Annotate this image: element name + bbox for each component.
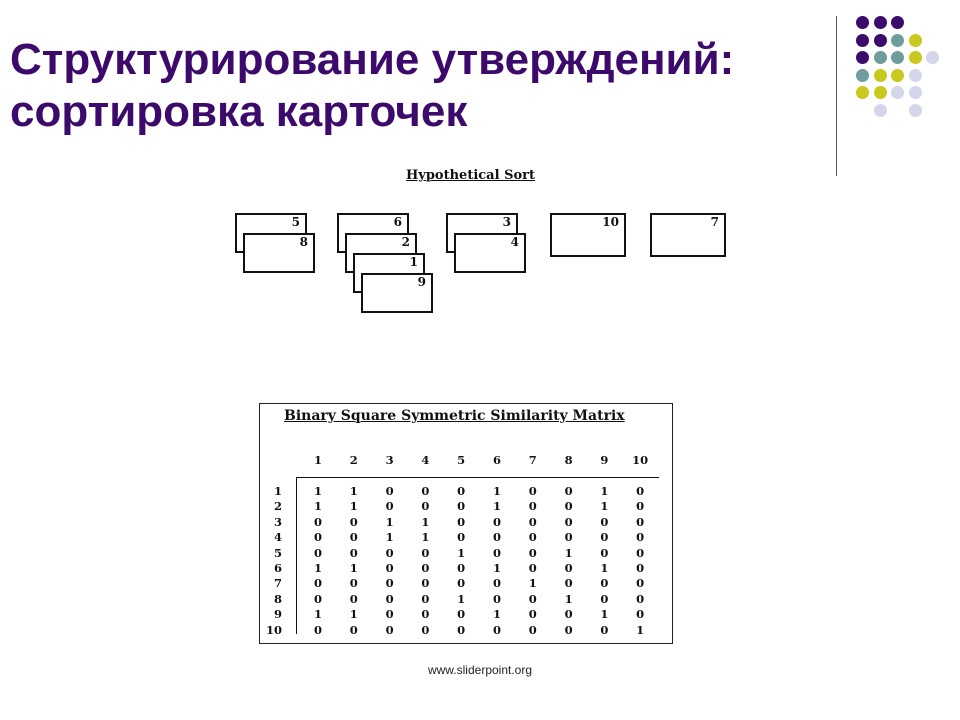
matrix-title: Binary Square Symmetric Similarity Matrix	[284, 408, 625, 424]
card-number: 4	[510, 235, 519, 249]
matrix-cell: 0	[421, 499, 430, 514]
matrix-cell: 1	[564, 591, 573, 606]
matrix-cell: 0	[385, 591, 394, 606]
matrix-cell: 0	[636, 591, 645, 606]
decor-dot	[874, 69, 887, 82]
matrix-cell: 0	[564, 576, 573, 591]
matrix-cell: 1	[492, 607, 501, 622]
matrix-cell: 0	[600, 576, 609, 591]
matrix-cell: 0	[421, 607, 430, 622]
matrix-cell: 1	[457, 545, 466, 560]
matrix-column-header: 9	[600, 453, 609, 467]
matrix-cell: 0	[421, 576, 430, 591]
matrix-column-header: 8	[564, 453, 573, 467]
matrix-cell: 0	[492, 530, 501, 545]
decor-dot	[856, 51, 869, 64]
matrix-cell: 0	[636, 607, 645, 622]
matrix-cell: 1	[349, 607, 358, 622]
matrix-row-header: 7	[273, 576, 282, 591]
matrix-cell: 0	[528, 607, 537, 622]
matrix-cell: 0	[600, 530, 609, 545]
card-number: 3	[502, 215, 511, 229]
matrix-cell: 0	[385, 561, 394, 575]
matrix-cell: 0	[313, 545, 322, 560]
matrix-cell: 0	[492, 576, 501, 591]
sort-heading: Hypothetical Sort	[406, 168, 535, 183]
matrix-cell: 0	[421, 561, 430, 575]
matrix-cell: 1	[492, 561, 501, 575]
matrix-cell: 0	[564, 484, 573, 498]
matrix-cell: 0	[636, 514, 645, 529]
matrix-cell: 0	[492, 591, 501, 606]
decor-dot	[909, 69, 922, 82]
matrix-column-header: 5	[457, 453, 466, 467]
decor-dot	[874, 34, 887, 47]
matrix-cell: 0	[636, 484, 645, 498]
matrix-cell: 0	[313, 530, 322, 545]
matrix-cell: 0	[457, 576, 466, 591]
matrix-cell: 0	[528, 530, 537, 545]
matrix-cell: 0	[600, 622, 609, 637]
matrix-cell: 1	[313, 561, 322, 575]
matrix-cell: 0	[528, 591, 537, 606]
decor-dot	[874, 51, 887, 64]
matrix-cell: 0	[457, 561, 466, 575]
matrix-cell: 1	[600, 561, 609, 575]
matrix-row-header: 5	[273, 545, 282, 560]
matrix-cell: 0	[313, 576, 322, 591]
decor-dot	[891, 86, 904, 99]
matrix-column-header: 2	[349, 453, 358, 467]
decor-dot	[874, 104, 887, 117]
matrix-cell: 0	[636, 561, 645, 575]
matrix-column-header: 10	[632, 453, 649, 467]
matrix-column-header: 3	[385, 453, 394, 467]
decor-dot	[891, 16, 904, 29]
matrix-cell: 1	[421, 530, 430, 545]
matrix-cell: 0	[492, 514, 501, 529]
matrix-cell: 0	[564, 514, 573, 529]
matrix-cell: 1	[492, 484, 501, 498]
matrix-cell: 0	[492, 545, 501, 560]
matrix-cell: 0	[600, 545, 609, 560]
matrix-cell: 0	[421, 591, 430, 606]
decor-dot	[909, 86, 922, 99]
card-number: 10	[602, 215, 619, 229]
card-number: 7	[710, 215, 719, 229]
card-number: 5	[291, 215, 300, 229]
matrix-cell: 0	[528, 622, 537, 637]
card-number: 1	[409, 255, 418, 269]
matrix-cell: 0	[636, 545, 645, 560]
matrix-cell: 1	[492, 499, 501, 514]
matrix-cell: 1	[457, 591, 466, 606]
matrix-cell: 0	[457, 530, 466, 545]
matrix-cell: 0	[457, 484, 466, 498]
matrix-row-header: 6	[273, 561, 282, 575]
matrix-cell: 0	[564, 561, 573, 575]
matrix-cell: 0	[313, 622, 322, 637]
matrix-cell: 0	[385, 607, 394, 622]
matrix-cell: 0	[528, 561, 537, 575]
matrix-axis-vertical	[296, 477, 297, 634]
matrix-cell: 1	[636, 622, 645, 637]
matrix-row-header: 8	[273, 591, 282, 606]
sort-card	[650, 213, 726, 257]
decor-dot	[856, 69, 869, 82]
matrix-cell: 0	[349, 514, 358, 529]
decor-dot	[909, 51, 922, 64]
matrix-row-header: 10	[265, 622, 282, 637]
sort-card	[550, 213, 626, 257]
matrix-cell: 1	[385, 514, 394, 529]
matrix-cell: 0	[349, 530, 358, 545]
matrix-cell: 1	[528, 576, 537, 591]
matrix-cell: 1	[313, 607, 322, 622]
matrix-cell: 1	[600, 499, 609, 514]
matrix-cell: 0	[457, 607, 466, 622]
decor-dot	[874, 16, 887, 29]
matrix-cell: 0	[636, 499, 645, 514]
matrix-cell: 0	[636, 576, 645, 591]
matrix-cell: 1	[313, 484, 322, 498]
slide-title-line-1: Структурирование утверждений:	[10, 35, 735, 84]
matrix-column-header: 4	[421, 453, 430, 467]
card-number: 6	[393, 215, 402, 229]
matrix-cell: 0	[600, 514, 609, 529]
matrix-cell: 1	[600, 484, 609, 498]
matrix-cell: 0	[421, 545, 430, 560]
matrix-cell: 0	[564, 607, 573, 622]
matrix-row-header: 9	[273, 607, 282, 622]
matrix-cell: 0	[313, 514, 322, 529]
slide-title-line-2: сортировка карточек	[10, 87, 468, 136]
decor-dot	[856, 16, 869, 29]
matrix-cell: 1	[564, 545, 573, 560]
matrix-column-header: 1	[313, 453, 322, 467]
decor-dot	[909, 34, 922, 47]
matrix-cell: 0	[385, 545, 394, 560]
matrix-cell: 0	[385, 499, 394, 514]
sort-card	[243, 233, 315, 273]
matrix-cell: 0	[564, 499, 573, 514]
matrix-cell: 0	[313, 591, 322, 606]
matrix-cell: 0	[421, 622, 430, 637]
slide-title	[10, 34, 810, 138]
card-number: 9	[417, 275, 426, 289]
sort-card	[454, 233, 526, 273]
matrix-cell: 0	[349, 545, 358, 560]
matrix-cell: 1	[349, 484, 358, 498]
card-number: 2	[401, 235, 410, 249]
matrix-column-header: 6	[492, 453, 501, 467]
decor-dot	[909, 104, 922, 117]
matrix-cell: 0	[600, 591, 609, 606]
decorative-divider	[836, 16, 837, 176]
matrix-axis-horizontal	[296, 477, 659, 478]
decor-dot	[891, 69, 904, 82]
decor-dot	[874, 86, 887, 99]
matrix-cell: 0	[457, 514, 466, 529]
matrix-cell: 1	[385, 530, 394, 545]
matrix-cell: 0	[528, 514, 537, 529]
decor-dot	[891, 34, 904, 47]
similarity-matrix	[259, 403, 673, 644]
matrix-cell: 0	[385, 484, 394, 498]
matrix-cell: 0	[528, 545, 537, 560]
sort-card	[361, 273, 433, 313]
matrix-cell: 1	[349, 499, 358, 514]
decor-dot	[856, 34, 869, 47]
matrix-cell: 0	[349, 622, 358, 637]
matrix-cell: 1	[313, 499, 322, 514]
matrix-column-header: 7	[528, 453, 537, 467]
matrix-row-header: 4	[273, 530, 282, 545]
matrix-cell: 0	[492, 622, 501, 637]
matrix-cell: 1	[421, 514, 430, 529]
matrix-cell: 0	[528, 484, 537, 498]
matrix-cell: 0	[421, 484, 430, 498]
matrix-cell: 0	[564, 530, 573, 545]
decor-dot	[856, 86, 869, 99]
matrix-cell: 0	[385, 622, 394, 637]
matrix-cell: 0	[528, 499, 537, 514]
matrix-cell: 0	[349, 576, 358, 591]
matrix-cell: 0	[385, 576, 394, 591]
matrix-row-header: 1	[273, 484, 282, 498]
matrix-cell: 0	[457, 499, 466, 514]
matrix-cell: 0	[457, 622, 466, 637]
card-number: 8	[299, 235, 308, 249]
matrix-cell: 1	[600, 607, 609, 622]
decor-dot	[926, 51, 939, 64]
matrix-cell: 0	[349, 591, 358, 606]
matrix-cell: 0	[636, 530, 645, 545]
matrix-row-header: 3	[273, 514, 282, 529]
matrix-cell: 0	[564, 622, 573, 637]
decor-dot	[891, 51, 904, 64]
footer-url: www.sliderpoint.org	[427, 663, 533, 677]
matrix-cell: 1	[349, 561, 358, 575]
matrix-row-header: 2	[273, 499, 282, 514]
